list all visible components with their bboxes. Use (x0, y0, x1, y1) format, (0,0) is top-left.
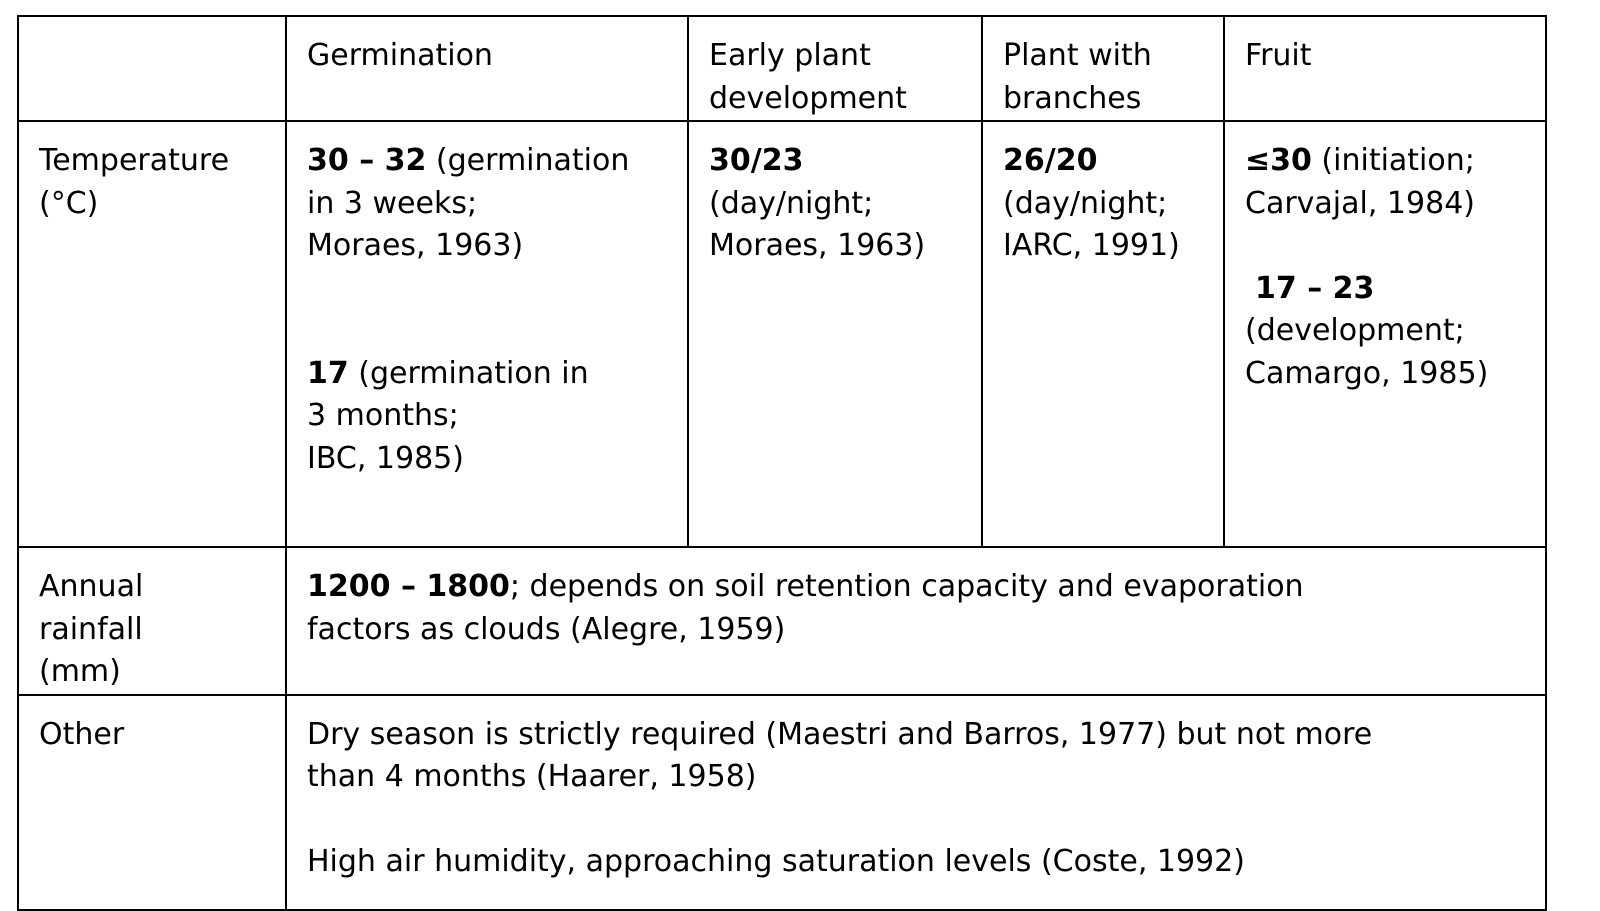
temperature-fruit-cell (1224, 121, 1546, 547)
other-row (18, 695, 1546, 910)
germination-note-a-line1 (307, 140, 667, 183)
early-plant-line1: (day/night; (709, 185, 874, 221)
germination-note-a-line3: Moraes, 1963) (307, 228, 524, 263)
rainfall-label-line2: rainfall (39, 611, 143, 647)
germination-value-a: 30 – 32 (307, 143, 427, 178)
fruit-note-a-line1 (1245, 140, 1525, 183)
header-fruit-text: Fruit (1245, 38, 1312, 73)
other-value-cell (286, 695, 1546, 910)
climate-requirements-table (17, 15, 1547, 911)
other-line1: Dry season is strictly required (Maestri and Barros, 1977) but not more (307, 716, 1373, 752)
temperature-early-plant-cell (688, 121, 982, 547)
germination-note-a-line2: in 3 weeks; (307, 185, 478, 221)
other-label: Other (39, 716, 125, 752)
germination-spacer (307, 268, 667, 353)
header-cell-fruit (1224, 16, 1546, 121)
header-branches-line1: Plant with (1003, 38, 1152, 73)
header-cell-early-plant (688, 16, 982, 121)
rainfall-value-cell (286, 547, 1546, 695)
fruit-spacer (1245, 225, 1525, 268)
germination-value-b: 17 (307, 355, 349, 391)
header-cell-branches (982, 16, 1224, 121)
fruit-value-b-line (1245, 268, 1525, 311)
temperature-label-line1: Temperature (39, 143, 230, 178)
branches-line1: (day/night; (1003, 185, 1168, 221)
fruit-note-a-text1: (initiation; (1311, 143, 1475, 178)
rainfall-text1: ; depends on soil retention capacity and evaporation (509, 569, 1304, 604)
branches-line2: IARC, 1991) (1003, 228, 1180, 263)
fruit-note-b-line1: (development; (1245, 313, 1465, 348)
rainfall-label-line3: (mm) (39, 654, 121, 689)
temperature-row (18, 121, 1546, 547)
germination-note-a-text1: (germination (426, 143, 630, 178)
germination-note-b-line3: IBC, 1985) (307, 440, 464, 476)
fruit-note-a-line2: Carvajal, 1984) (1245, 185, 1475, 221)
early-plant-value-line (709, 140, 961, 183)
early-plant-line2: Moraes, 1963) (709, 228, 926, 263)
early-plant-value: 30/23 (709, 143, 804, 178)
fruit-note-b-line2: Camargo, 1985) (1245, 355, 1489, 391)
temperature-branches-cell (982, 121, 1224, 547)
header-germination-text: Germination (307, 38, 493, 73)
rainfall-label-line1: Annual (39, 569, 144, 604)
rainfall-label-cell (18, 547, 286, 695)
header-row (18, 16, 1546, 121)
header-early-plant-line1: Early plant (709, 38, 871, 73)
fruit-value-a: ≤30 (1245, 143, 1312, 178)
other-line2: than 4 months (Haarer, 1958) (307, 759, 757, 794)
other-humidity-line: High air humidity, approaching saturation levels (Coste, 1992) (307, 844, 1245, 879)
rainfall-line1 (307, 566, 1525, 609)
header-early-plant-line2: development (709, 80, 907, 116)
rainfall-row (18, 547, 1546, 695)
other-label-cell (18, 695, 286, 910)
header-cell-germination (286, 16, 688, 121)
header-cell-empty (18, 16, 286, 121)
germination-note-b-text1: (germination in (348, 355, 589, 391)
rainfall-line2: factors as clouds (Alegre, 1959) (307, 611, 786, 647)
fruit-value-b: 17 – 23 (1255, 270, 1375, 306)
other-spacer (307, 799, 1525, 842)
branches-value-line (1003, 140, 1203, 183)
header-branches-line2: branches (1003, 80, 1142, 116)
branches-value: 26/20 (1003, 143, 1098, 178)
germination-note-b-line2: 3 months; (307, 398, 459, 433)
temperature-label-line2: (°C) (39, 185, 99, 221)
temperature-germination-cell (286, 121, 688, 547)
rainfall-value: 1200 – 1800 (307, 569, 510, 604)
germination-note-b-line1 (307, 353, 667, 396)
temperature-label-cell (18, 121, 286, 547)
